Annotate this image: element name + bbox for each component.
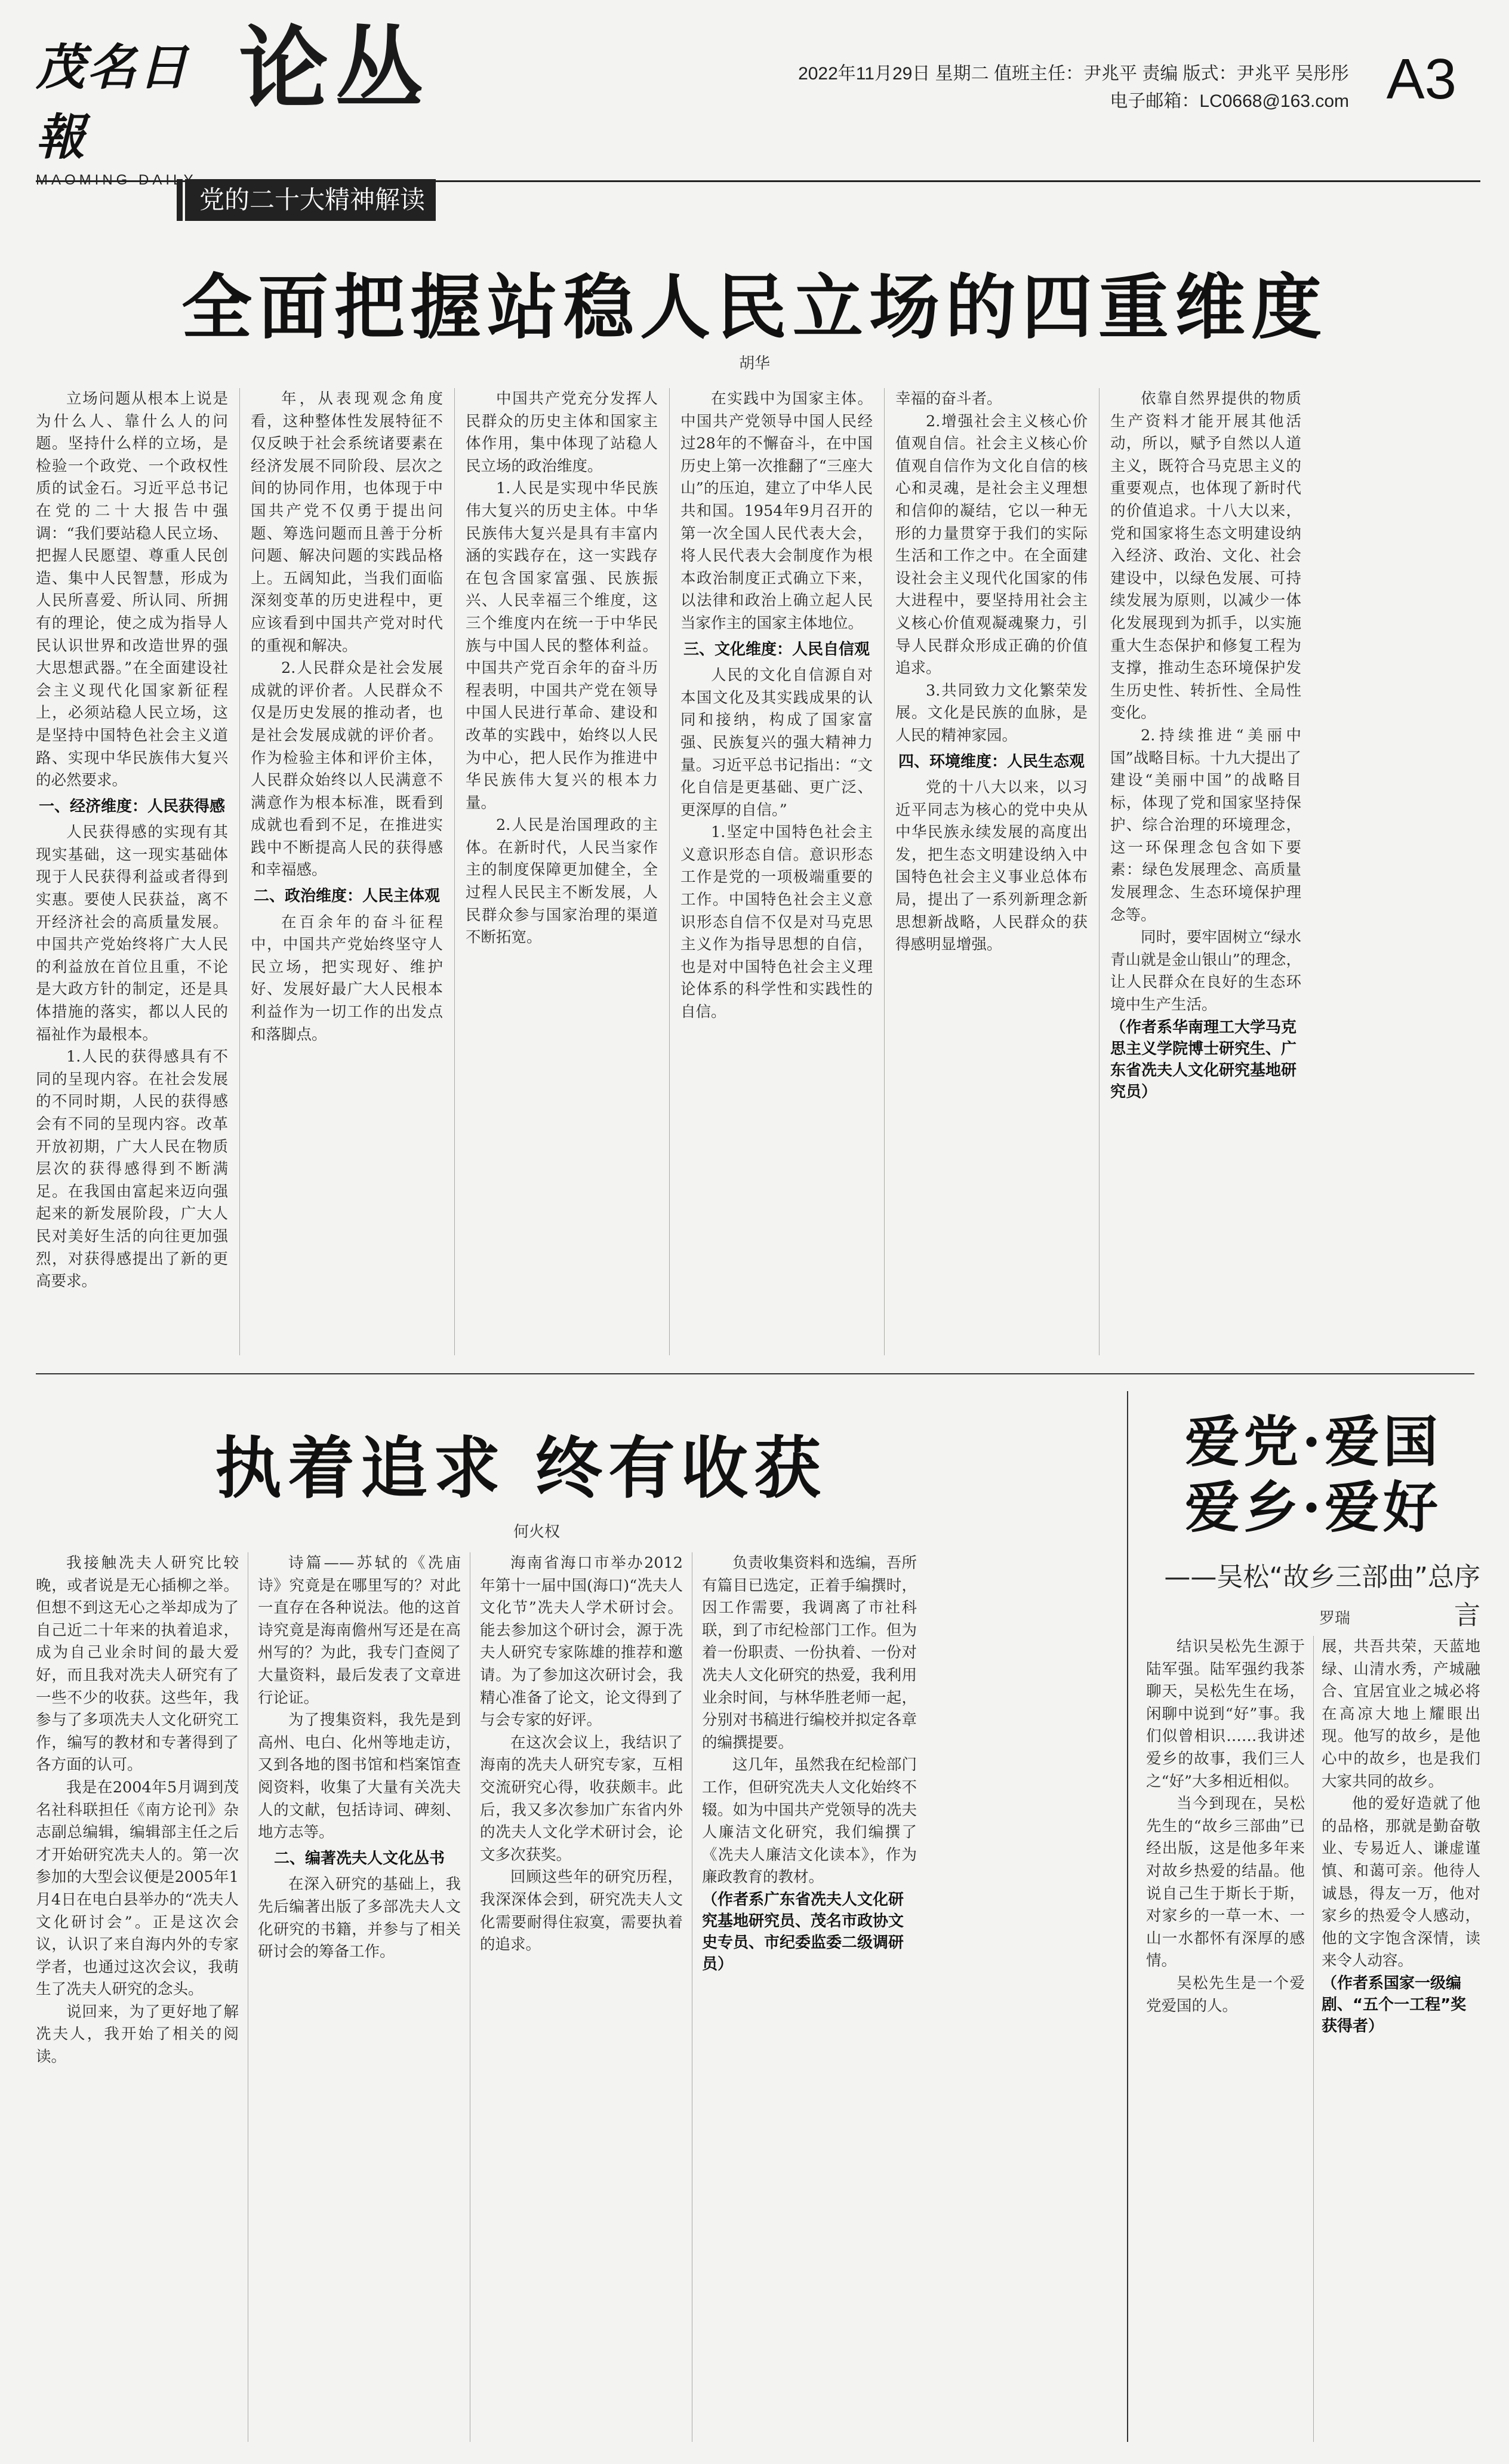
paragraph: 人民获得感的实现有其现实基础，这一现实基础体现于人民获得利益或者得到实惠。要使人民获益，离不开经济社会的高质量发展。中国共产党始终将广大人民的利益放在首位且重，不论是大政方针的制定，还是具体措施的落实，都以人民的福祉作为最根本。 — [36, 823, 228, 1044]
paragraph: 3.共同致力文化繁荣发展。文化是民族的血脉，是人民的精神家园。 — [895, 681, 1088, 745]
subheading: 三、文化维度：人民自信观 — [683, 640, 870, 659]
paragraph: 依靠自然界提供的物质生产资料才能开展其他活动，所以，赋予自然以人道主义，既符合马克思主义的重要观点，也体现了新时代的价值追求。十八大以来，党和国家将生态文明建设纳入经济、政治、文化、社会建设中，以绿色发展、可持续发展为原则，以减少一体化发展现到为抓手，以实施重大生态保护和修复工程为支撑，推动生态环境保护发生历史性、转折性、全局性变化。 — [1110, 390, 1301, 722]
section-title: 论丛 — [239, 16, 430, 121]
paragraph: 1.人民是实现中华民族伟大复兴的历史主体。中华民族伟大复兴是具有丰富内涵的实践存在，这一实践存在包含国家富强、民族振兴、人民幸福三个维度，这三个维度内在统一于中华民族与中国人民的整体利益。中国共产党百余年的奋斗历程表明，中国共产党在领导中国人民进行革命、建设和改革的实践中，始终以人民为中心，把人民作为推进中华民族伟大复兴的根本力量。 — [466, 479, 658, 812]
article2-column-2 — [258, 1552, 461, 2442]
paragraph: 人民的文化自信源自对本国文化及其实践成果的认同和接纳，构成了国家富强、民族复兴的强大精神力量。习近平总书记指出：“文化自信是更基础、更广泛、更深厚的自信。” — [680, 666, 873, 819]
author-note: （作者系国家一级编剧、“五个一工程”奖获得者） — [1322, 1974, 1467, 2035]
paragraph: 这几年，虽然我在纪检部门工作，但研究冼夫人文化始终不辍。如为中国共产党领导的冼夫人廉洁文化研究，我们编撰了《冼夫人廉洁文化读本》，作为廉政教育的教材。 — [702, 1756, 917, 1887]
article1-column-6 — [1110, 388, 1301, 1355]
paragraph: 立场问题从根本上说是为什么人、靠什么人的问题。坚持什么样的立场，是检验一个政党、一个政权性质的试金石。习近平总书记在党的二十大报告中强调：“我们要站稳人民立场、把握人民愿望、尊重人民创造、集中人民智慧，形成为人民所喜爱、所认同、所拥有的理论，使之成为指导人民认识世界和改造世界的强大思想武器。”在全面建设社会主义现代化国家新征程上，必须站稳人民立场，这是坚持中国特色社会主义道路、实现中华民族伟大复兴的必然要求。 — [36, 390, 228, 790]
page-number: A3 — [1386, 47, 1456, 111]
article2-headline: 执着追求 终有收获 — [215, 1430, 827, 1508]
paragraph: 结识吴松先生源于陆军强。陆军强约我茶聊天，吴松先生在场，闲聊中说到“好”事。我们似曾相识……我讲述爱乡的故事，我们三人之“好”大多相近相似。 — [1146, 1638, 1305, 1791]
paragraph: 我是在2004年5月调到茂名社科联担任《南方论刊》杂志副总编辑，编辑部主任之后才开始研究冼夫人的。第一次参加的大型会议便是2005年1月4日在电白县举办的“冼夫人文化研讨会”。正是这次会议，认识了来自海内外的专家学者，也通过这次会议，我萌生了冼夫人研究的念头。 — [36, 1778, 239, 1999]
article2-column-4 — [702, 1552, 917, 2442]
article1-column-2 — [251, 388, 443, 1355]
topic-tag: 党的二十大精神解读 — [185, 179, 436, 221]
article3-headline-line1: 爱党·爱国 — [1184, 1410, 1442, 1474]
article1-body — [36, 388, 1474, 1355]
article3-headline-line2: 爱乡·爱好 — [1184, 1475, 1442, 1540]
paragraph: 同时，要牢固树立“绿水青山就是金山银山”的理念，让人民群众在良好的生态环境中生产生活。 — [1110, 928, 1301, 1014]
subheading: 四、环境维度：人民生态观 — [898, 752, 1085, 771]
article3-author: 罗瑞 — [1319, 1610, 1351, 1628]
paragraph: 吴松先生是一个爱党爱国的人。 — [1146, 1974, 1305, 2015]
column-rule — [884, 388, 885, 1355]
newspaper-logo — [36, 29, 215, 166]
article1-column-3 — [466, 388, 658, 1355]
paragraph: 2.增强社会主义核心价值观自信。社会主义核心价值观自信作为文化自信的核心和灵魂，是社会主义理想和信仰的凝结，它以一种无形的力量贯穿于我们的实际生活和工作之中。在全面建设社会主义现代化国家的伟大进程中，要坚持用社会主义核心价值观凝魂聚力，引导人民群众形成正确的价值追求。 — [895, 412, 1088, 678]
paragraph: 在百余年的奋斗征程中，中国共产党始终坚守人民立场，把实现好、维护好、发展好最广大人民根本利益作为一切工作的出发点和落脚点。 — [251, 913, 443, 1044]
paragraph: 幸福的奋斗者。 — [895, 390, 1002, 408]
paragraph: 2.持续推进“美丽中国”战略目标。十九大提出了建设“美丽中国”的战略目标，体现了党和国家坚持保护、综合治理的环境理念，这一环保理念包含如下要素：绿色发展理念、高质量发展理念、生态环境保护理念等。 — [1110, 726, 1301, 924]
article-divider — [1127, 1391, 1128, 2442]
article3-subheading: ——吴松“故乡三部曲”总序言 — [1164, 1562, 1480, 1631]
article1-author: 胡华 — [738, 355, 770, 373]
article3-body — [1146, 1636, 1480, 2442]
paragraph: 党的十八大以来，以习近平同志为核心的党中央从中华民族永续发展的高度出发，把生态文明建设纳入中国特色社会主义事业总体布局，提出了一系列新理念新思想新战略，人民群众的获得感明显增强。 — [895, 779, 1088, 954]
subheading: 二、编著冼夫人文化丛书 — [273, 1849, 445, 1868]
column-rule — [1313, 1636, 1314, 2442]
paragraph: 为了搜集资料，我先是到高州、电白、化州等地走访，又到各地的图书馆和档案馆查阅资料，收集了大量有关冼夫人的文献，包括诗词、碑刻、地方志等。 — [258, 1711, 461, 1842]
article3-column-1 — [1146, 1636, 1305, 2442]
article2-column-1 — [36, 1552, 239, 2442]
column-rule — [239, 388, 240, 1355]
paragraph: 海南省海口市举办2012年第十一届中国(海口)“冼夫人文化节”冼夫人学术研讨会。能去参加这个研讨会，源于冼夫人研究专家陈雄的推荐和邀请。为了参加这次研讨会，我精心准备了论文，论文得到了与会专家的好评。 — [480, 1554, 683, 1730]
issue-line: 2022年11月29日 星期二 值班主任：尹兆平 责编 版式：尹兆平 吴彤彤 — [798, 64, 1349, 84]
article2-author: 何火权 — [513, 1523, 561, 1541]
paragraph: 他的爱好造就了他的品格，那就是勤奋敬业、专易近人、谦虚谨慎、和蔼可亲。他待人诚恳，得友一万，他对家乡的热爱令人感动，他的文字饱含深情，读来令人动容。 — [1322, 1795, 1480, 1970]
paper-name-cn: 茂名日報 — [36, 39, 190, 166]
section-divider — [36, 1373, 1474, 1374]
paragraph: 当今到现在，吴松先生的“故乡三部曲”已经出版，这是他多年来对故乡热爱的结晶。他说自己生于斯长于斯，对家乡的一草一木、一山一水都怀有深厚的感情。 — [1146, 1795, 1305, 1970]
article2-column-3 — [480, 1552, 683, 2442]
article1-column-5 — [895, 388, 1088, 1355]
paragraph: 1.坚定中国特色社会主义意识形态自信。意识形态工作是党的一项极端重要的工作。中国特色社会主义意识形态自信不仅是对马克思主义作为指导思想的自信，也是对中国特色社会主义理论体系的科学性和实践性的自信。 — [680, 823, 873, 1022]
subheading: 一、经济维度：人民获得感 — [38, 797, 225, 816]
article1-headline: 全面把握站稳人民立场的四重维度 — [181, 266, 1328, 349]
author-note: （作者系华南理工大学马克思主义学院博士研究生、广东省冼夫人文化研究基地研究员） — [1110, 1018, 1297, 1101]
paragraph: 回顾这些年的研究历程，我深深体会到，研究冼夫人文化需要耐得住寂寞，需要执着的追求。 — [480, 1868, 683, 1954]
paragraph: 2.人民群众是社会发展成就的评价者。人民群众不仅是历史发展的推动者，也是社会发展成就的评价者。作为检验主体和评价主体，人民群众始终以人民满意不满意作为根本标准，既看到成就也看到不足，在推进实践中不断提高人民的获得感和幸福感。 — [251, 659, 443, 879]
paragraph: 在实践中为国家主体。中国共产党领导中国人民经过28年的不懈奋斗，在中国历史上第一次推翻了“三座大山”的压迫，建立了中华人民共和国。1954年9月召开的第一次全国人民代表大会，将人民代表大会制度作为根本政治制度正式确立下来，以法律和政治上确立起人民当家作主的国家主体地位。 — [680, 390, 873, 632]
paragraph: 在这次会议上，我结识了海南的冼夫人研究专家，互相交流研究心得，收获颇丰。此后，我又多次参加广东省内外的冼夫人文化学术研讨会，论文多次获奖。 — [480, 1733, 683, 1864]
article3-headline — [1146, 1409, 1480, 1541]
paragraph: 年，从表现观念角度看，这种整体性发展特征不仅反映于社会系统诸要素在经济发展不同阶段、层次之间的协同作用，也体现于中国共产党不仅勇于提出问题、筹选问题而且善于分析问题、解决问题的实践品格上。五阔知此，当我们面临深刻变革的历史进程中，更应该看到中国共产党对时代的重视和解决。 — [251, 390, 443, 655]
article1-column-4 — [680, 388, 873, 1355]
subheading: 二、政治维度：人民主体观 — [253, 887, 440, 906]
article1-column-1 — [36, 388, 228, 1355]
paragraph: 我接触冼夫人研究比较晚，或者说是无心插柳之举。但想不到这无心之举却成为了自己近二十年来的执着追求，成为自己业余时间的最大爱好，而且我对冼夫人研究有了一些不少的收获。这些年，我参与了多项冼夫人文化研究工作，编写的教材和专著得到了各方面的认可。 — [36, 1554, 239, 1774]
paragraph: 展，共吾共荣，天蓝地绿、山清水秀，产城融合、宜居宜业之城必将在高凉大地上耀眼出现。他写的故乡，是他心中的故乡，也是我们大家共同的故乡。 — [1322, 1638, 1480, 1791]
author-note: （作者系广东省冼夫人文化研究基地研究员、茂名市政协文史专员、市纪委监委二级调研员） — [702, 1890, 904, 1973]
paragraph: 1.人民的获得感具有不同的呈现内容。在社会发展的不同时期，人民的获得感会有不同的呈现内容。改革开放初期，广大人民在物质层次的获得感得到不断满足。在我国由富起来迈向强起来的新发展阶段，广大人民对美好生活的向往更加强烈，对获得感提出了新的更高要求。 — [36, 1048, 228, 1291]
column-rule — [1099, 388, 1100, 1355]
article2-body — [36, 1552, 1098, 2442]
column-rule — [669, 388, 670, 1355]
paragraph: 2.人民是治国理政的主体。在新时代，人民当家作主的制度保障更加健全，全过程人民民主不断发展，人民群众参与国家治理的渠道不断拓宽。 — [466, 816, 658, 947]
paragraph: 中国共产党充分发挥人民群众的历史主体和国家主体作用，集中体现了站稳人民立场的政治维度。 — [466, 390, 658, 475]
masthead — [36, 16, 1480, 166]
column-rule — [454, 388, 455, 1355]
paragraph: 说回来，为了更好地了解冼夫人，我开始了相关的阅读。 — [36, 2002, 239, 2066]
email-line: 电子邮箱：LC0668@163.com — [1110, 91, 1349, 111]
paragraph: 负责收集资料和选编，吾所有篇目已选定，正着手编撰时，因工作需要，我调离了市社科联，到了市纪检部门工作。但为着一份职责、一份执着、一份对冼夫人文化研究的热爱，我利用业余时间，与林华胜老师一起，分别对书稿进行编校并拟定各章的编撰提要。 — [702, 1554, 917, 1752]
paragraph: 诗篇——苏轼的《冼庙诗》究竟是在哪里写的？对此一直存在各种说法。他的这首诗究竟是海南儋州写还是在高州写的？为此，我专门查阅了大量资料，最后发表了文章进行论证。 — [258, 1554, 461, 1707]
article3-column-2 — [1322, 1636, 1480, 2442]
paragraph: 在深入研究的基础上，我先后编著出版了多部冼夫人文化研究的书籍，并参与了相关研讨会的筹备工作。 — [258, 1875, 461, 1961]
